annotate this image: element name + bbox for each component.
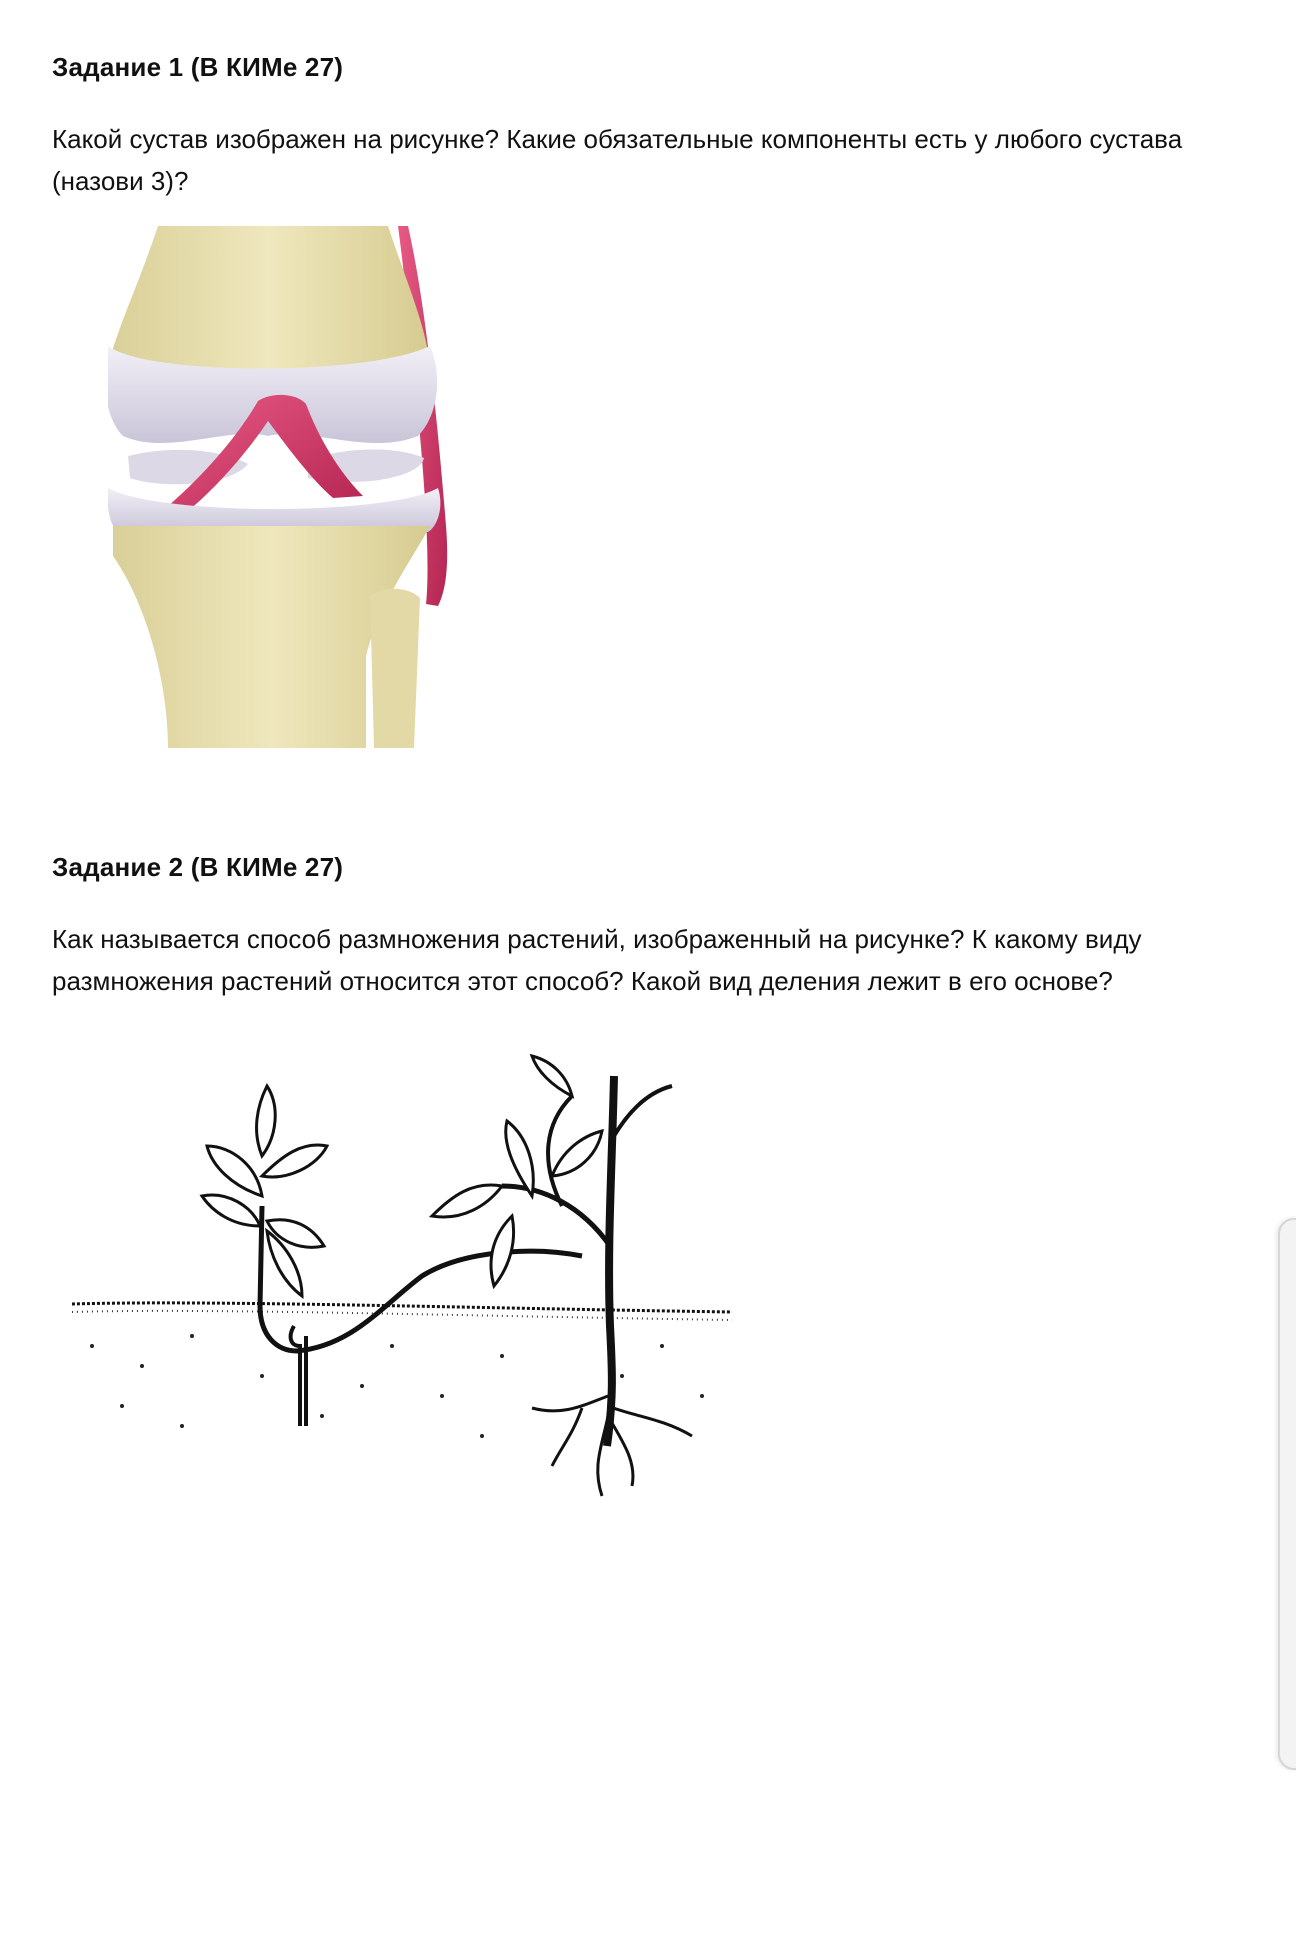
task-2-question: Как называется способ размножения растений, изображенный на рисунке? К какому виду размножения растений относится этот способ? Какой вид деления лежит в его основе? xyxy=(52,924,1142,996)
new-plant-leaves xyxy=(202,1086,327,1296)
plant-layering-illustration xyxy=(62,1046,742,1506)
plant-layering-drawing xyxy=(62,1046,742,1506)
mother-plant-stem xyxy=(607,1076,614,1446)
soil-surface xyxy=(72,1303,732,1312)
task-1-title: Задание 1 (В КИМе 27) xyxy=(52,52,344,82)
tibial-cartilage xyxy=(108,488,440,532)
anchor-peg xyxy=(291,1326,300,1426)
task-1-question: Какой сустав изображен на рисунке? Какие обязательные компоненты есть у любого сустава (назови 3)? xyxy=(52,124,1183,196)
task-2-title: Задание 2 (В КИМе 27) xyxy=(52,852,344,882)
soil-texture xyxy=(72,1311,732,1320)
knee-joint-illustration xyxy=(108,226,468,748)
fibula-bone xyxy=(370,589,420,748)
side-scroll-panel[interactable] xyxy=(1278,1218,1296,1770)
knee-joint-drawing xyxy=(108,226,468,748)
